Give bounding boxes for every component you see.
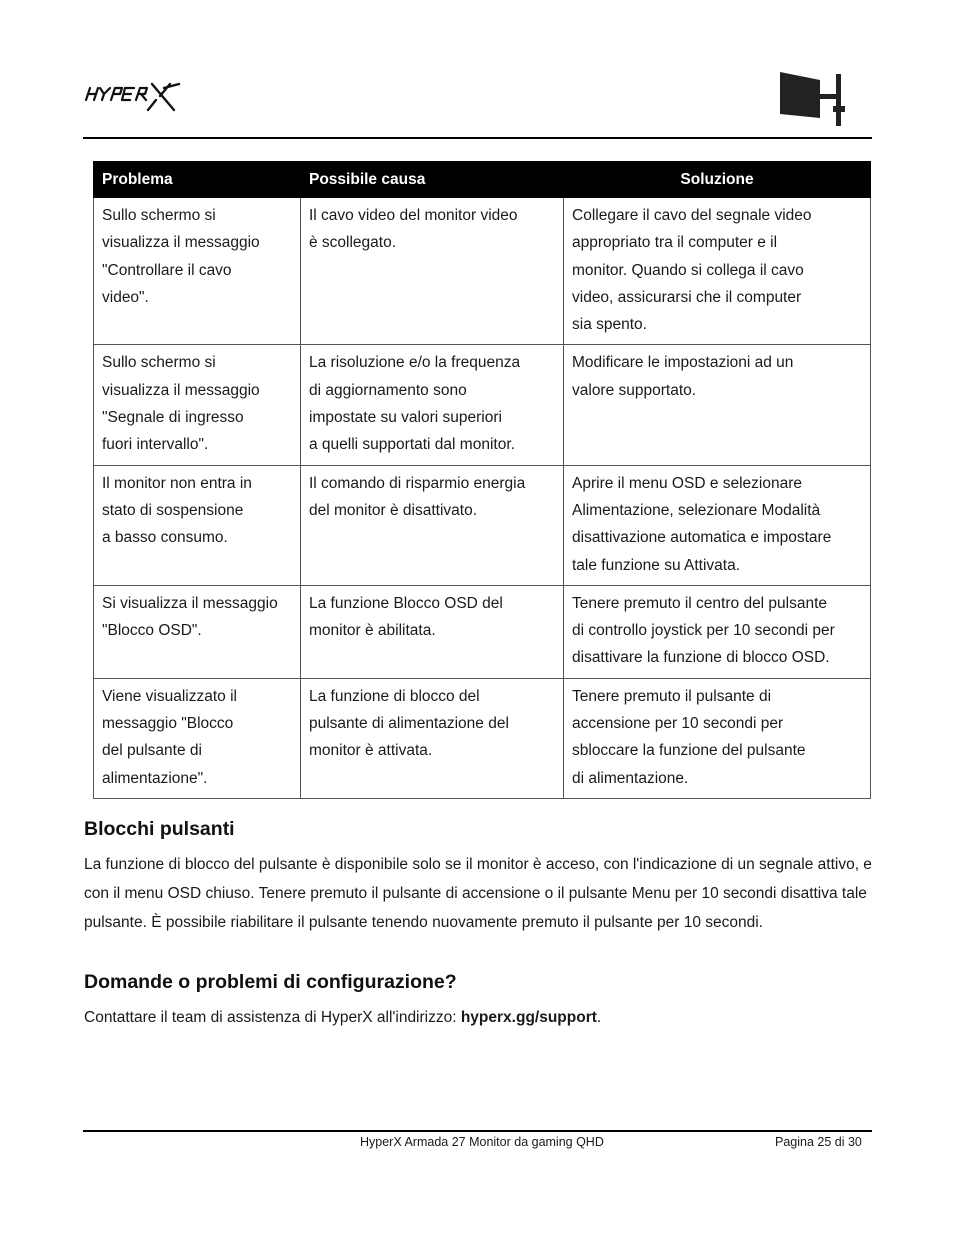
table-row [94,345,871,465]
table-row [94,465,871,585]
section-title-setup-questions: Domande o problemi di configurazione? [84,971,457,993]
column-header-solution: Soluzione [564,162,871,198]
support-link[interactable]: hyperx.gg/support [460,1009,597,1026]
table-row [94,198,871,345]
table-cell-cause: La funzione Blocco OSD del monitor è abilitata. [301,585,564,678]
table-cell-cause: Il cavo video del monitor video è scollegato. [301,198,564,345]
table-row [94,585,871,678]
table-cell-problem: Si visualizza il messaggio "Blocco OSD". [94,585,301,678]
table-cell-cause: La risoluzione e/o la frequenza di aggiornamento sono impostate su valori superiori a quelli supportati dal monitor. [301,345,564,465]
table-cell-solution: Collegare il cavo del segnale video appropriato tra il computer e il monitor. Quando si collega il cavo video, assicurarsi che il computer sia spento. [564,198,871,345]
monitor-arm-icon [776,70,854,126]
table-cell-cause: La funzione di blocco del pulsante di alimentazione del monitor è attivata. [301,678,564,798]
section-title-button-lock: Blocchi pulsanti [84,818,235,840]
footer-document-title: HyperX Armada 27 Monitor da gaming QHD [360,1135,604,1149]
header-divider [83,137,872,139]
table-cell-problem: Sullo schermo si visualizza il messaggio "Controllare il cavo video". [94,198,301,345]
table-header-row [94,162,871,198]
footer-divider [83,1130,872,1132]
column-header-problem: Problema [94,162,301,198]
footer-page-number: Pagina 25 di 30 [775,1135,862,1149]
hyperx-logo [84,80,184,112]
support-text-end: . [596,1009,602,1026]
table-cell-problem: Sullo schermo si visualizza il messaggio "Segnale di ingresso fuori intervallo". [94,345,301,465]
table-row [94,678,871,798]
section-body-button-lock: La funzione di blocco del pulsante è disponibile solo se il monitor è acceso, con l'indicazione di un segnale attivo, e con il menu OSD chiuso. Tenere premuto il pulsante di accensione o il pulsante Menu per 10 secondi disattiva tale pulsante. È possibile riabilitare il pulsante tenendo nuovamente premuto il pulsante per 10 secondi. [84,856,872,931]
table-cell-solution: Tenere premuto il centro del pulsante di controllo joystick per 10 secondi per disattivare la funzione di blocco OSD. [564,585,871,678]
column-header-cause: Possibile causa [301,162,564,198]
troubleshooting-table [93,161,871,799]
support-text: Contattare il team di assistenza di HyperX all'indirizzo: [84,1009,461,1026]
table-cell-solution: Modificare le impostazioni ad un valore supportato. [564,345,871,465]
table-cell-solution: Tenere premuto il pulsante di accensione per 10 secondi per sbloccare la funzione del pulsante di alimentazione. [564,678,871,798]
table-cell-solution: Aprire il menu OSD e selezionare Alimentazione, selezionare Modalità disattivazione automatica e impostare tale funzione su Attivata. [564,465,871,585]
table-cell-problem: Viene visualizzato il messaggio "Blocco del pulsante di alimentazione". [94,678,301,798]
section-body-support [84,1003,874,1032]
table-cell-problem: Il monitor non entra in stato di sospensione a basso consumo. [94,465,301,585]
table-cell-cause: Il comando di risparmio energia del monitor è disattivato. [301,465,564,585]
